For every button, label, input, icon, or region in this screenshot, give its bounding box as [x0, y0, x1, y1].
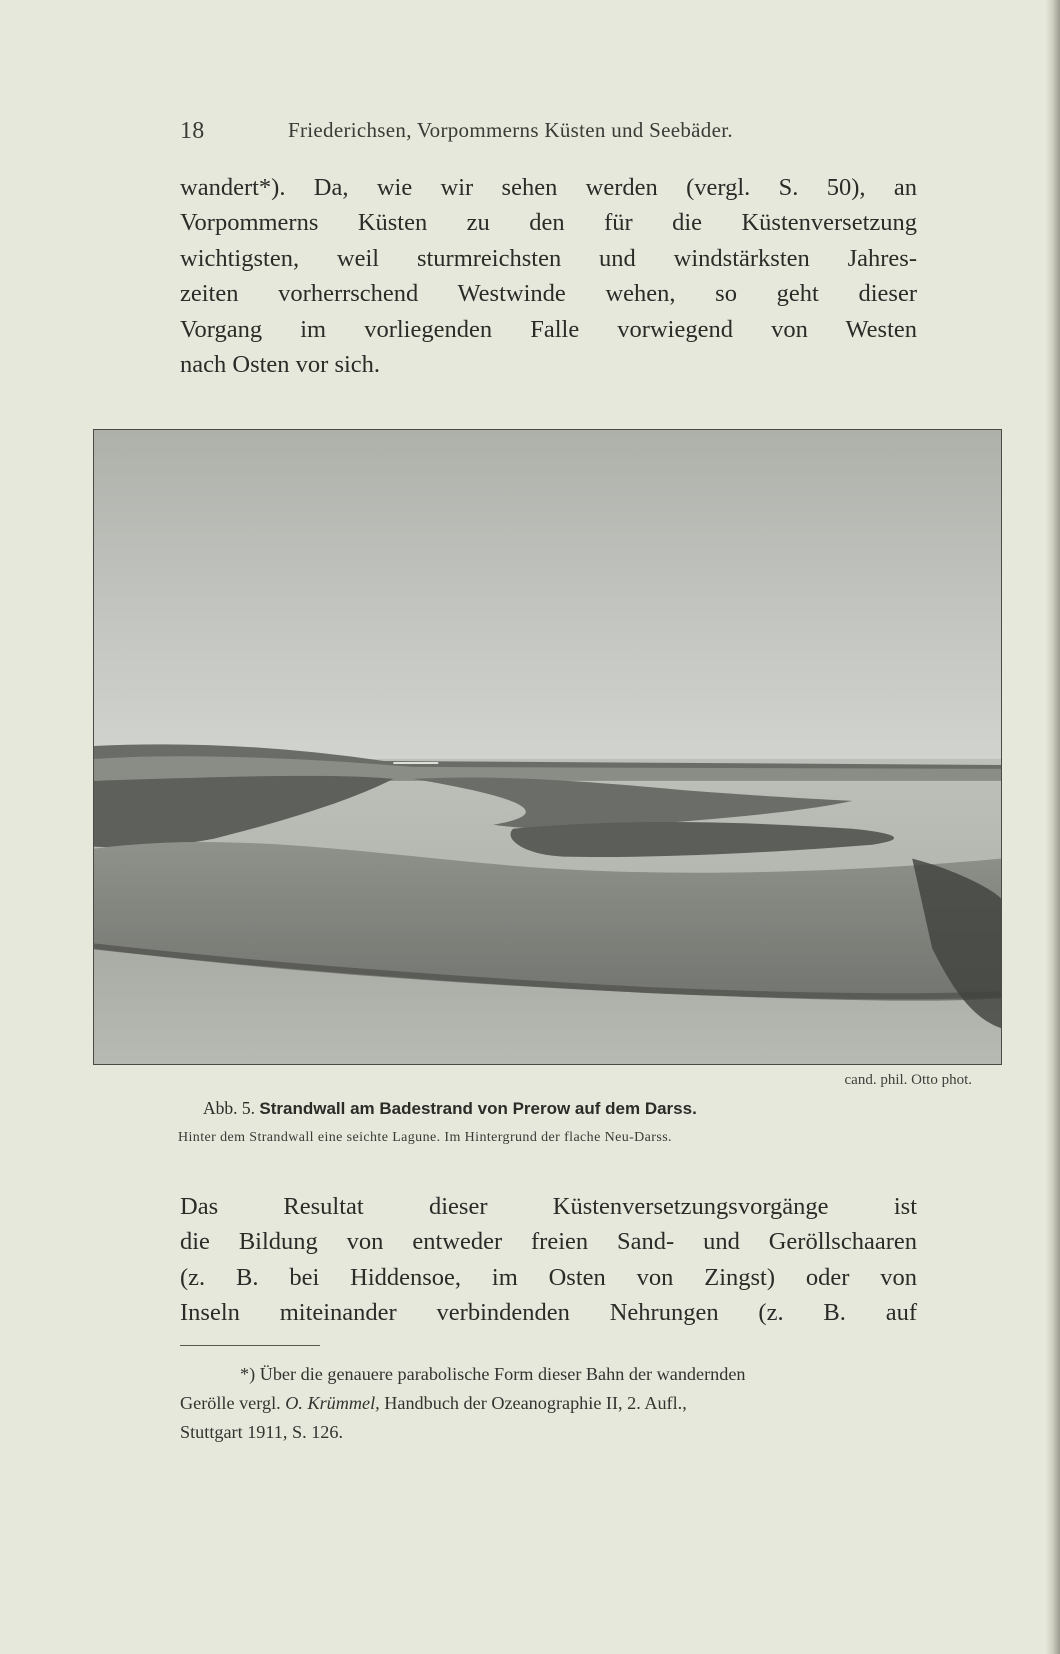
- text-line: wandert*). Da, wie wir sehen werden (vergl. S. 50), an: [180, 174, 917, 201]
- footnote-author: O. Krümmel,: [285, 1393, 380, 1413]
- footnote-divider: [180, 1345, 320, 1346]
- footnote: [180, 1360, 920, 1447]
- footnote-line: [180, 1389, 920, 1418]
- text-line: (z. B. bei Hiddensoe, im Osten von Zingst) oder von: [180, 1263, 917, 1291]
- footnote-line: Stuttgart 1911, S. 126.: [180, 1422, 344, 1442]
- beach-photograph: [93, 429, 1002, 1065]
- footnote-line: *) Über die genauere parabolische Form dieser Bahn der wandernden: [240, 1364, 746, 1384]
- text-line: wichtigsten, weil sturmreichsten und windstärksten Jahres-: [180, 244, 917, 272]
- photo-credit: cand. phil. Otto phot.: [844, 1072, 972, 1088]
- page-edge-shadow: [1046, 0, 1060, 1654]
- paragraph-top: [180, 170, 917, 382]
- footnote-text: Handbuch der Ozeanographie II, 2. Aufl.,: [384, 1393, 687, 1413]
- page-number: 18: [180, 118, 205, 144]
- text-line: die Bildung von entweder freien Sand- und Geröllschaaren: [180, 1228, 917, 1256]
- text-line: Vorgang im vorliegenden Falle vorwiegend von Westen: [180, 315, 917, 343]
- text-line: Inseln miteinander verbindenden Nehrungen (z. B. auf: [180, 1299, 917, 1327]
- text-line: zeiten vorherrschend Westwinde wehen, so geht dieser: [180, 280, 917, 308]
- figure-label: Abb. 5.: [203, 1098, 256, 1118]
- text-line: Das Resultat dieser Küstenversetzungsvorgänge ist: [180, 1193, 917, 1220]
- beach-photo-image: [94, 430, 1001, 1064]
- figure-subcaption: Hinter dem Strandwall eine seichte Lagune. Im Hintergrund der flache Neu-Darss.: [178, 1130, 672, 1145]
- figure-title: Strandwall am Badestrand von Prerow auf dem Darss.: [259, 1099, 697, 1118]
- running-title: Friederichsen, Vorpommerns Küsten und Seebäder.: [288, 118, 733, 142]
- figure-caption: [203, 1098, 903, 1119]
- paragraph-bottom: [180, 1189, 917, 1331]
- text-line: nach Osten vor sich.: [180, 350, 381, 378]
- text-line: Vorpommerns Küsten zu den für die Küstenversetzung: [180, 209, 917, 237]
- footnote-text: Gerölle vergl.: [180, 1393, 281, 1413]
